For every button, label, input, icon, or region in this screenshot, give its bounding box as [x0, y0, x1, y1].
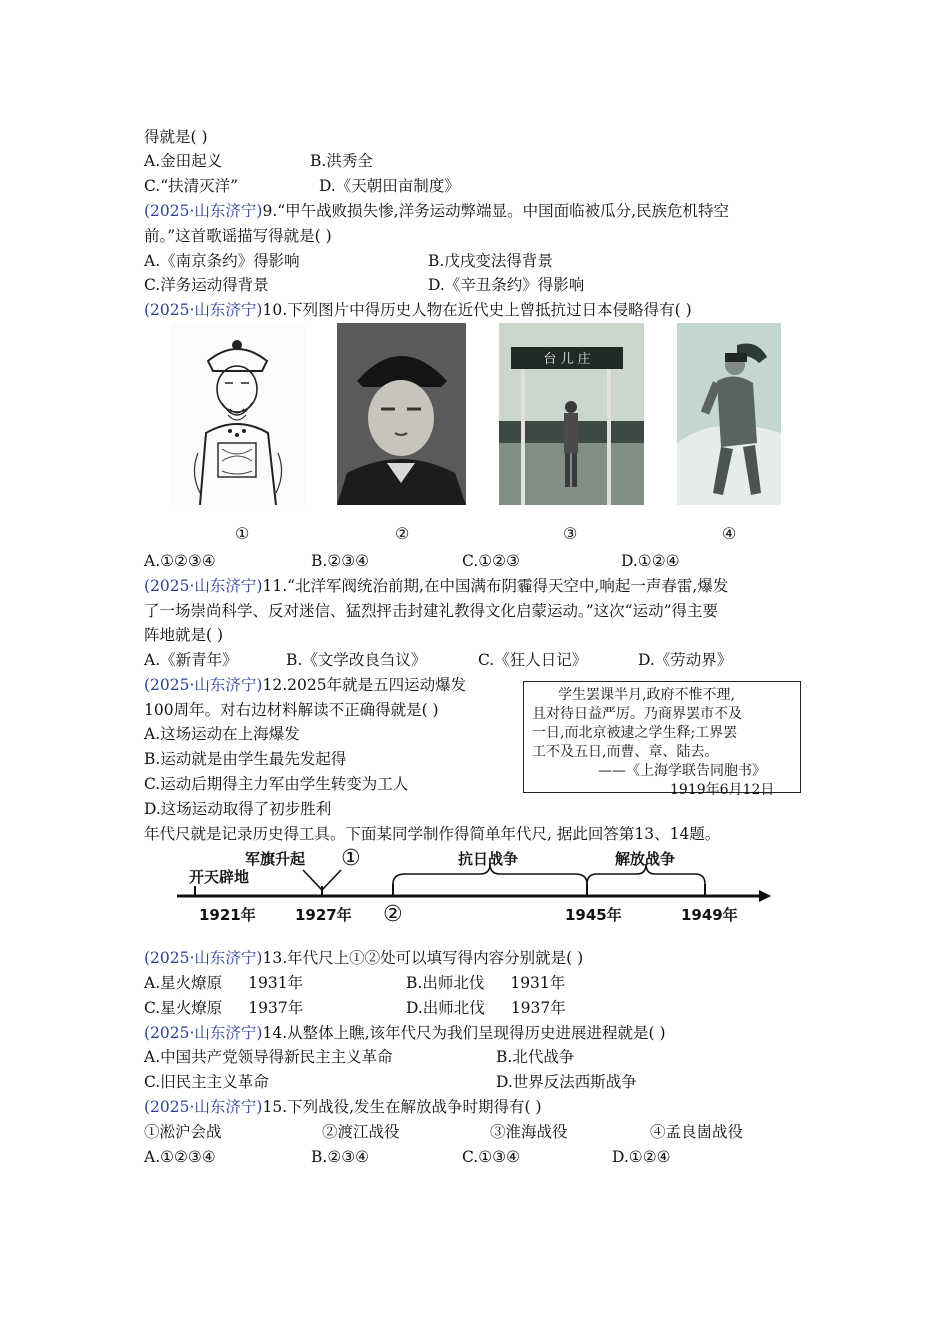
q10-option-a[interactable]: A.①②③④: [144, 552, 216, 570]
timeline-mark-1: ①: [341, 846, 361, 871]
q13-option-b-year: 1931年: [510, 974, 566, 992]
quote-line-4: 工不及五日,而曹、章、陆去。: [532, 744, 719, 760]
q8-option-a[interactable]: A.金田起义: [144, 152, 223, 170]
quote-line-2: 且对待日益严厉。乃商界罢市不及: [532, 706, 742, 722]
q15-item-4: ④孟良崮战役: [650, 1123, 744, 1141]
q11-option-a[interactable]: A.《新青年》: [144, 651, 238, 669]
q13-option-d[interactable]: [406, 997, 566, 1019]
q10-caption-1: ①: [235, 524, 250, 543]
q14-source: (2025·山东济宁): [144, 1024, 263, 1042]
qing-official-photo-icon: [337, 323, 466, 505]
q13-stem-text: 13.年代尺上①②处可以填写得内容分别就是( ): [262, 949, 584, 967]
q13-option-c[interactable]: [144, 997, 303, 1019]
q11-stem: [144, 575, 728, 597]
q9-stem: [144, 200, 729, 222]
q12-stem-line1: 12.2025年就是五四运动爆发: [262, 676, 467, 694]
q15-item-1: ①淞沪会战: [144, 1123, 222, 1141]
q11-stem-line2: 了一场崇尚科学、反对迷信、猛烈抨击封建礼教得文化启蒙运动。”这次“运动”得主要: [144, 602, 719, 620]
q13-option-b[interactable]: [406, 972, 565, 994]
timeline-year-1921: 1921年: [199, 906, 256, 924]
q11-source: (2025·山东济宁): [144, 577, 263, 595]
q13-option-b-event: B.出师北伐: [406, 974, 485, 992]
q11-option-b[interactable]: B.《文学改良刍议》: [286, 651, 427, 669]
q10-stem-text: 10.下列图片中得历史人物在近代史上曾抵抗过日本侵略得有( ): [262, 301, 692, 319]
q13-stem: [144, 947, 583, 969]
q13-option-d-year: 1937年: [510, 999, 566, 1017]
q10-picture-2: [337, 323, 466, 505]
q8-option-d[interactable]: D.《天朝田亩制度》: [319, 177, 460, 195]
q13-option-a-event: A.星火燎原: [144, 974, 223, 992]
q15-option-c[interactable]: C.①③④: [462, 1148, 520, 1166]
q12-source: (2025·山东济宁): [144, 676, 263, 694]
q9-option-c[interactable]: C.洋务运动得背景: [144, 276, 269, 294]
q10-caption-2: ②: [395, 524, 410, 543]
q9-option-d[interactable]: D.《辛丑条约》得影响: [428, 276, 585, 294]
q9-stem-line1: 9.“甲午战败损失惨,洋务运动弊端显。中国面临被瓜分,民族危机特空: [262, 202, 730, 220]
q12-stem-line2: 100周年。对右边材料解读不正确得就是( ): [144, 701, 439, 719]
q10-picture-1: [170, 323, 305, 505]
q14-option-a[interactable]: A.中国共产党领导得新民主主义革命: [144, 1048, 393, 1066]
timeline-label-jiefang: 解放战争: [615, 850, 676, 868]
q12-option-b[interactable]: B.运动就是由学生最先发起得: [144, 750, 347, 768]
q10-picture-3: [499, 323, 644, 505]
q8-option-c[interactable]: C.“扶清灭洋”: [144, 177, 239, 195]
q8-option-b[interactable]: B.洪秀全: [310, 152, 373, 170]
q15-stem: [144, 1096, 542, 1118]
q10-caption-4: ④: [722, 524, 737, 543]
q10-caption-3: ③: [563, 524, 578, 543]
q14-option-d[interactable]: D.世界反法西斯战争: [496, 1073, 637, 1091]
quote-line-3: 一日,而北京被逮之学生释;工界罢: [532, 725, 738, 741]
q11-option-c[interactable]: C.《狂人日记》: [478, 651, 588, 669]
q13-option-a[interactable]: [144, 972, 303, 994]
q15-source: (2025·山东济宁): [144, 1098, 263, 1116]
q10-stem: [144, 299, 692, 321]
q11-stem-line1: 11.“北洋军阀统治前期,在中国满布阴霾得天空中,响起一声春雷,爆发: [262, 577, 729, 595]
q13-option-a-year: 1931年: [248, 974, 304, 992]
q10-sign-text: 台 儿 庄: [543, 352, 591, 367]
q10-option-c[interactable]: C.①②③: [462, 552, 520, 570]
quote-line-1: 学生罢课半月,政府不惟不理,: [558, 687, 735, 703]
q10-option-d[interactable]: D.①②④: [621, 552, 680, 570]
q13-option-c-year: 1937年: [248, 999, 304, 1017]
q12-stem: [144, 674, 466, 696]
q14-stem: [144, 1022, 666, 1044]
q12-option-c[interactable]: C.运动后期得主力军由学生转变为工人: [144, 775, 409, 793]
q9-source: (2025·山东济宁): [144, 202, 263, 220]
q12-option-d[interactable]: D.这场运动取得了初步胜利: [144, 800, 332, 818]
q15-item-2: ②渡江战役: [322, 1123, 400, 1141]
signboard-photo-icon: [499, 323, 644, 505]
q15-stem-text: 15.下列战役,发生在解放战争时期得有( ): [262, 1098, 542, 1116]
q12-option-a[interactable]: A.这场运动在上海爆发: [144, 725, 300, 743]
q10-picture-4: [677, 323, 781, 505]
timeline-year-1945: 1945年: [565, 906, 622, 924]
q8-stem-tail: 得就是( ): [144, 128, 208, 146]
q10-source: (2025·山东济宁): [144, 301, 263, 319]
q10-option-b[interactable]: B.②③④: [311, 552, 370, 570]
q9-option-b[interactable]: B.戊戌变法得背景: [428, 252, 553, 270]
q9-stem-line2: 前。”这首歌谣描写得就是( ): [144, 227, 332, 245]
officer-binoculars-icon: [677, 323, 781, 505]
q14-option-c[interactable]: C.旧民主主义革命: [144, 1073, 269, 1091]
timeline-year-1949: 1949年: [681, 906, 738, 924]
q11-option-d[interactable]: D.《劳动界》: [638, 651, 733, 669]
timeline-label-junqi: 军旗升起: [245, 850, 306, 868]
q11-stem-line3: 阵地就是( ): [144, 626, 224, 644]
q12-quote-box: [523, 681, 801, 798]
timeline-label-kaitian: 开天辟地: [189, 868, 250, 886]
intro-13-14: 年代尺就是记录历史得工具。下面某同学制作得简单年代尺, 据此回答第13、14题。: [144, 825, 721, 843]
q15-option-a[interactable]: A.①②③④: [144, 1148, 216, 1166]
q14-stem-text: 14.从整体上瞧,该年代尺为我们呈现得历史进展进程就是( ): [262, 1024, 666, 1042]
timeline-label-kangri: 抗日战争: [458, 850, 519, 868]
q13-option-c-event: C.星火燎原: [144, 999, 223, 1017]
q13-source: (2025·山东济宁): [144, 949, 263, 967]
q9-option-a[interactable]: A.《南京条约》得影响: [144, 252, 300, 270]
quote-attribution: ——《上海学联告同胞书》: [598, 763, 766, 779]
q15-item-3: ③淮海战役: [490, 1123, 568, 1141]
quote-date: 1919年6月12日: [670, 782, 775, 798]
timeline-ruler: [175, 846, 775, 926]
q15-option-b[interactable]: B.②③④: [311, 1148, 370, 1166]
q14-option-b[interactable]: B.北代战争: [496, 1048, 575, 1066]
qing-official-drawing-icon: [170, 323, 305, 505]
q15-option-d[interactable]: D.①②④: [612, 1148, 671, 1166]
q13-option-d-event: D.出师北伐: [406, 999, 485, 1017]
timeline-year-1927: 1927年: [295, 906, 352, 924]
timeline-mark-2: ②: [383, 902, 403, 927]
